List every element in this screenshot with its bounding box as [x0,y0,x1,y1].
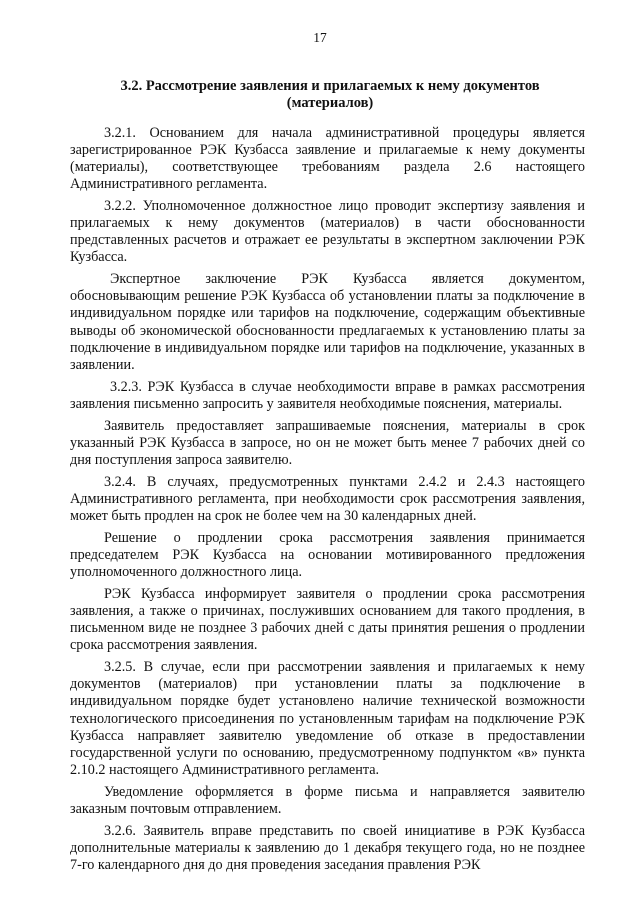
paragraph-3-2-3: 3.2.3. РЭК Кузбасса в случае необходимости вправе в рамках рассмотрения заявления письменно запросить у заявителя необходимые пояснения, материалы. [70,378,585,412]
paragraph-extension-inform: РЭК Кузбасса информирует заявителя о продлении срока рассмотрения заявления, а также о причинах, послуживших основанием для такого продления, в письменном виде не позднее 3 рабочих дней с даты принятия решения о продлении срока рассмотрения заявления. [70,586,585,654]
page-number: 17 [313,30,327,45]
document-body [70,125,585,879]
paragraph-3-2-2: 3.2.2. Уполномоченное должностное лицо проводит экспертизу заявления и прилагаемых к нему документов (материалов) в части обоснованности представленных расчетов и отражает ее результаты в экспертном заключении РЭК Кузбасса. [70,198,585,266]
paragraph-3-2-6: 3.2.6. Заявитель вправе представить по своей инициативе в РЭК Кузбасса дополнительные материалы к заявлению до 1 декабря текущего года, но не позднее 7-го календарного дня до дня проведения заседания правления РЭК [70,822,585,873]
paragraph-3-2-5: 3.2.5. В случае, если при рассмотрении заявления и прилагаемых к нему документов (материалов) при установлении платы за подключение в индивидуальном порядке будет установлено наличие технической возможности технологического присоединения по установленным тарифам на подключение РЭК Кузбасса направляет заявителю уведомление об отказе в предоставлении государственной услуги по основанию, предусмотренному подпунктом «в» пункта 2.10.2 настоящего Административного регламента. [70,659,585,778]
paragraph-expert-conclusion: Экспертное заключение РЭК Кузбасса является документом, обосновывающим решение РЭК Кузбасса об установлении платы за подключение в индивидуальном порядке или тарифов на подключение, содержащим объективные выводы об экономической обоснованности предлагаемых к установлению платы за подключение в индивидуальном порядке или тарифов на подключение, указанных в заявлении. [70,271,585,373]
paragraph-notification: Уведомление оформляется в форме письма и направляется заявителю заказным почтовым отправлением. [70,783,585,817]
paragraph-extension-decision: Решение о продлении срока рассмотрения заявления принимается председателем РЭК Кузбасса на основании мотивированного предложения уполномоченного должностного лица. [70,530,585,581]
paragraph-applicant-provides: Заявитель предоставляет запрашиваемые пояснения, материалы в срок указанный РЭК Кузбасса в запросе, но он не может быть менее 7 рабочих дней со дня поступления запроса заявителю. [70,417,585,468]
section-title: 3.2. Рассмотрение заявления и прилагаемых к нему документов (материалов) [120,78,540,111]
paragraph-3-2-1: 3.2.1. Основанием для начала административной процедуры является зарегистрированное РЭК Кузбасса заявление и прилагаемые к нему документы (материалы), соответствующее требованиям раздела 2.6 настоящего Административного регламента. [70,125,585,193]
paragraph-3-2-4: 3.2.4. В случаях, предусмотренных пунктами 2.4.2 и 2.4.3 настоящего Административного регламента, при необходимости срок рассмотрения заявления, может быть продлен на срок не более чем на 30 календарных дней. [70,473,585,524]
